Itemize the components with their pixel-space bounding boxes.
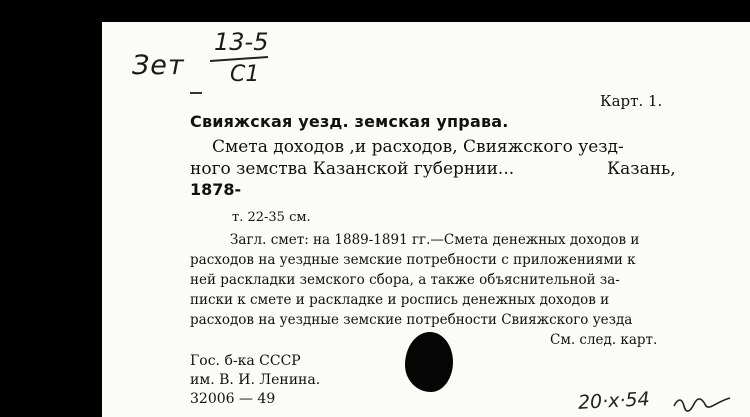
title-line: ного земства Казанской губернии... (190, 159, 515, 179)
body-line: писки к смете и раскладке и роспись денежных доходов и (190, 292, 610, 308)
title-place: Казань, (607, 159, 676, 179)
see-next-card: См. след. карт. (550, 332, 658, 348)
punch-hole (405, 332, 453, 392)
body-line: Загл. смет: на 1889-1891 гг.—Смета денежных доходов и (230, 232, 640, 248)
body-line: ней раскладки земского сбора, а также объяснительной за- (190, 272, 620, 288)
catalog-card (102, 22, 750, 417)
library-line: им. В. И. Ленина. (190, 372, 321, 388)
library-line: 32006 — 49 (190, 391, 276, 407)
handwritten-denominator: C1 (230, 62, 260, 87)
title-line: Смета доходов ,и расходов, Свияжского уезд- (212, 137, 624, 157)
dash-mark (190, 92, 202, 94)
handwritten-date: 20·х·54 (577, 388, 651, 414)
body-line: расходов на уездные земские потребности с приложениями к (190, 252, 636, 268)
publication-year: 1878- (190, 180, 242, 199)
handwritten-prefix: Зет (132, 50, 185, 81)
body-line: расходов на уездные земские потребности Свияжского уезда (190, 312, 633, 328)
handwritten-signature-icon (672, 394, 732, 414)
card-heading: Свияжская уезд. земская управа. (190, 112, 509, 131)
card-number: Карт. 1. (600, 92, 663, 110)
handwritten-numerator: 13-5 (214, 28, 269, 56)
library-line: Гос. б-ка СССР (190, 353, 301, 369)
format-size: т. 22-35 см. (232, 210, 311, 225)
